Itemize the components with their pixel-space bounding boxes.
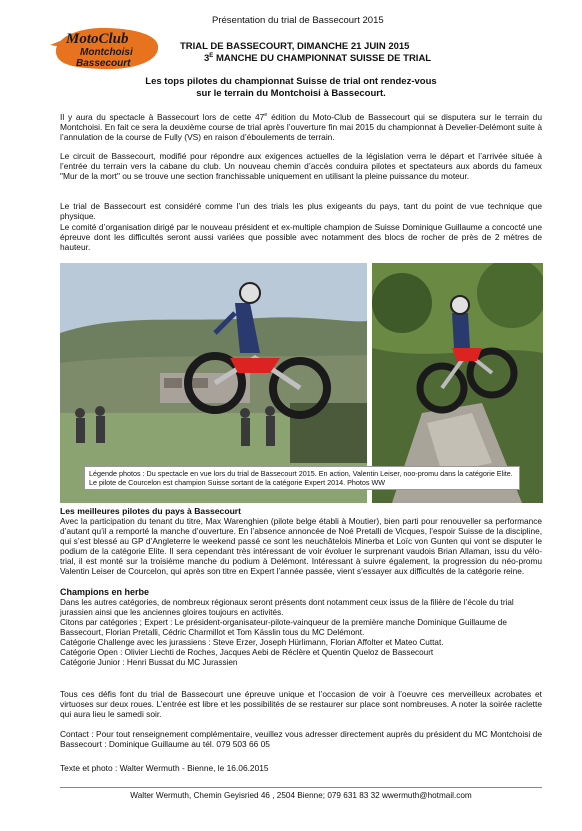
paragraph-intro: Il y aura du spectacle à Bassecourt lors de cette 47e édition du Moto-Club de Bassecourt qui se disputera sur le terrain du Montchoisi. En fait ce sera la deuxième course de trial après l’ouverture fin mai 2015 du championnat à Develier-Delémont suite à l’annulation de la course de Fully (VS) en raison d’éboulements de terrain. (60, 111, 542, 143)
paragraph-demanding: Le trial de Bassecourt est considéré comme l’un des trials les plus exigeants du pays, tant du point de vue technique que physique. (60, 201, 542, 222)
category-junior: Catégorie Junior : Henri Bussat du MC Jurassien (60, 658, 238, 667)
credit-line: Texte et photo : Walter Wermuth - Bienne, le 16.06.2015 (60, 763, 269, 773)
photo-caption: Légende photos : Du spectacle en vue lors du trial de Bassecourt 2015. En action, Valentin Leiser, noo-promu dans la catégorie Elite. Le pilote de Courcelon est champion Suisse sortant de la catégorie Expert 2014. Photos WW (84, 466, 520, 490)
footer-contact: Walter Wermuth, Chemin Geyisried 46 , 2504 Bienne; 079 631 83 32 wwermuth@hotmail.com (130, 791, 472, 800)
contact-paragraph: Contact : Pour tout renseignement complémentaire, veuillez vous adresser directement auprès du président du MC Montchoisi de Bassecourt : Dominique Guillaume au tél. 079 503 66 05 (60, 729, 542, 750)
logo-text-montchoisi: Montchoisi (80, 47, 133, 58)
closing-paragraph: Tous ces défis font du trial de Bassecourt une épreuve unique et l’occasion de voir à l’oeuvre ces merveilleux acrobates et virtuoses sur deux roues. L’entrée est libre et les possibilités de se restaurer sur place sont nombreuses. A noter la soirée raclette qui aura lieu le samedi soir. (60, 689, 542, 720)
logo-text-moto-club: MotoClub (66, 31, 129, 47)
paragraph-committee: Le comité d’organisation dirigé par le nouveau président et ex-multiple champion de Suisse Dominique Guillaume a concocté une épreuve dont les difficultés seront aussi variées que possible avec notamment des blocs de rocher de près de 2 mètres de hauteur. (60, 222, 542, 253)
logo-text-bassecourt: Bassecourt (76, 58, 131, 69)
section-heading-best-pilots: Les meilleures pilotes du pays à Bassecourt (60, 506, 242, 516)
event-title: TRIAL DE BASSECOURT, DIMANCHE 21 JUIN 2015 (180, 41, 410, 52)
paragraph-circuit: Le circuit de Bassecourt, modifié pour répondre aux exigences actuelles de la législation verra le départ et l’arrivée située à l’entrée du terrain vers la cabane du club. Un nouveau chemin d’accès conduira pilotes et spectateurs aux abords du fameux "Mur de la mort" ou se trouve une section franchissable uniquement en utilisant la pleine puissance du moteur. (60, 151, 542, 182)
lead-heading: Les tops pilotes du championnat Suisse de trial ont rendez-vous sur le terrain du Montchoisi à Bassecourt. (145, 76, 437, 99)
event-subtitle: $3^E$ MANCHE DU CHAMPIONNAT SUISSE DE TRIAL (204, 53, 432, 65)
category-open: Catégorie Open : Olivier Liechti de Roches, Jacques Aebi de Réclère et Quentin Queloz de Bassecourt (60, 648, 434, 657)
footer-divider (60, 787, 542, 788)
section-champions-intro: Dans les autres catégories, de nombreux régionaux seront présents dont notamment ceux issus de la filière de l’école du trial jurassien ainsi que les anciennes gloires toujours en activités. (60, 598, 514, 617)
moto-club-logo (50, 23, 162, 73)
presentation-title: Présentation du trial de Bassecourt 2015 (212, 15, 384, 26)
category-challenge: Catégorie Challenge avec les jurassiens : Steve Erzer, Joseph Hürlimann, Florian Affolter et Mateo Cuttat. (60, 638, 444, 647)
section-heading-champions: Champions en herbe (60, 587, 150, 597)
section-best-pilots-text: Avec la participation du tenant du titre, Max Warenghien (pilote belge établi à Moutier), bien parti pour renouveller sa performance d’autant qu’il a remporté la manche d’ouverture. En l’absence annoncée de Noé Pretalli de Vicques, l’espoir Suisse de la discipline, qui s’est blessé au GP d’Angleterre le weekend passé ce sont les neuchâtelois Minerba et Loïc von Gunten qui vont se disputer le podium de la catégorie Elite. Il sera cependant très intéressant de voir évoluer le surprenant vaudois Brian Allaman, issu du vélo-trial, il est monté sur la troisième manche du podium à Delémont. Intéressant à suivre également, la progression du néo-promu Valentin Leiser de Courcelon, qui après son titre en Expert l’année passée, vient s’essayer aux difficultés de la catégorie reine. (60, 516, 542, 576)
category-expert: Citons par catégories ; Expert : Le président-organisateur-pilote-vainqueur de la première manche Dominique Guillaume de Bassecourt, Florian Pretalli, Cédric Charmillot et Tom Kässlin tous du MC Delémont. (60, 618, 507, 637)
